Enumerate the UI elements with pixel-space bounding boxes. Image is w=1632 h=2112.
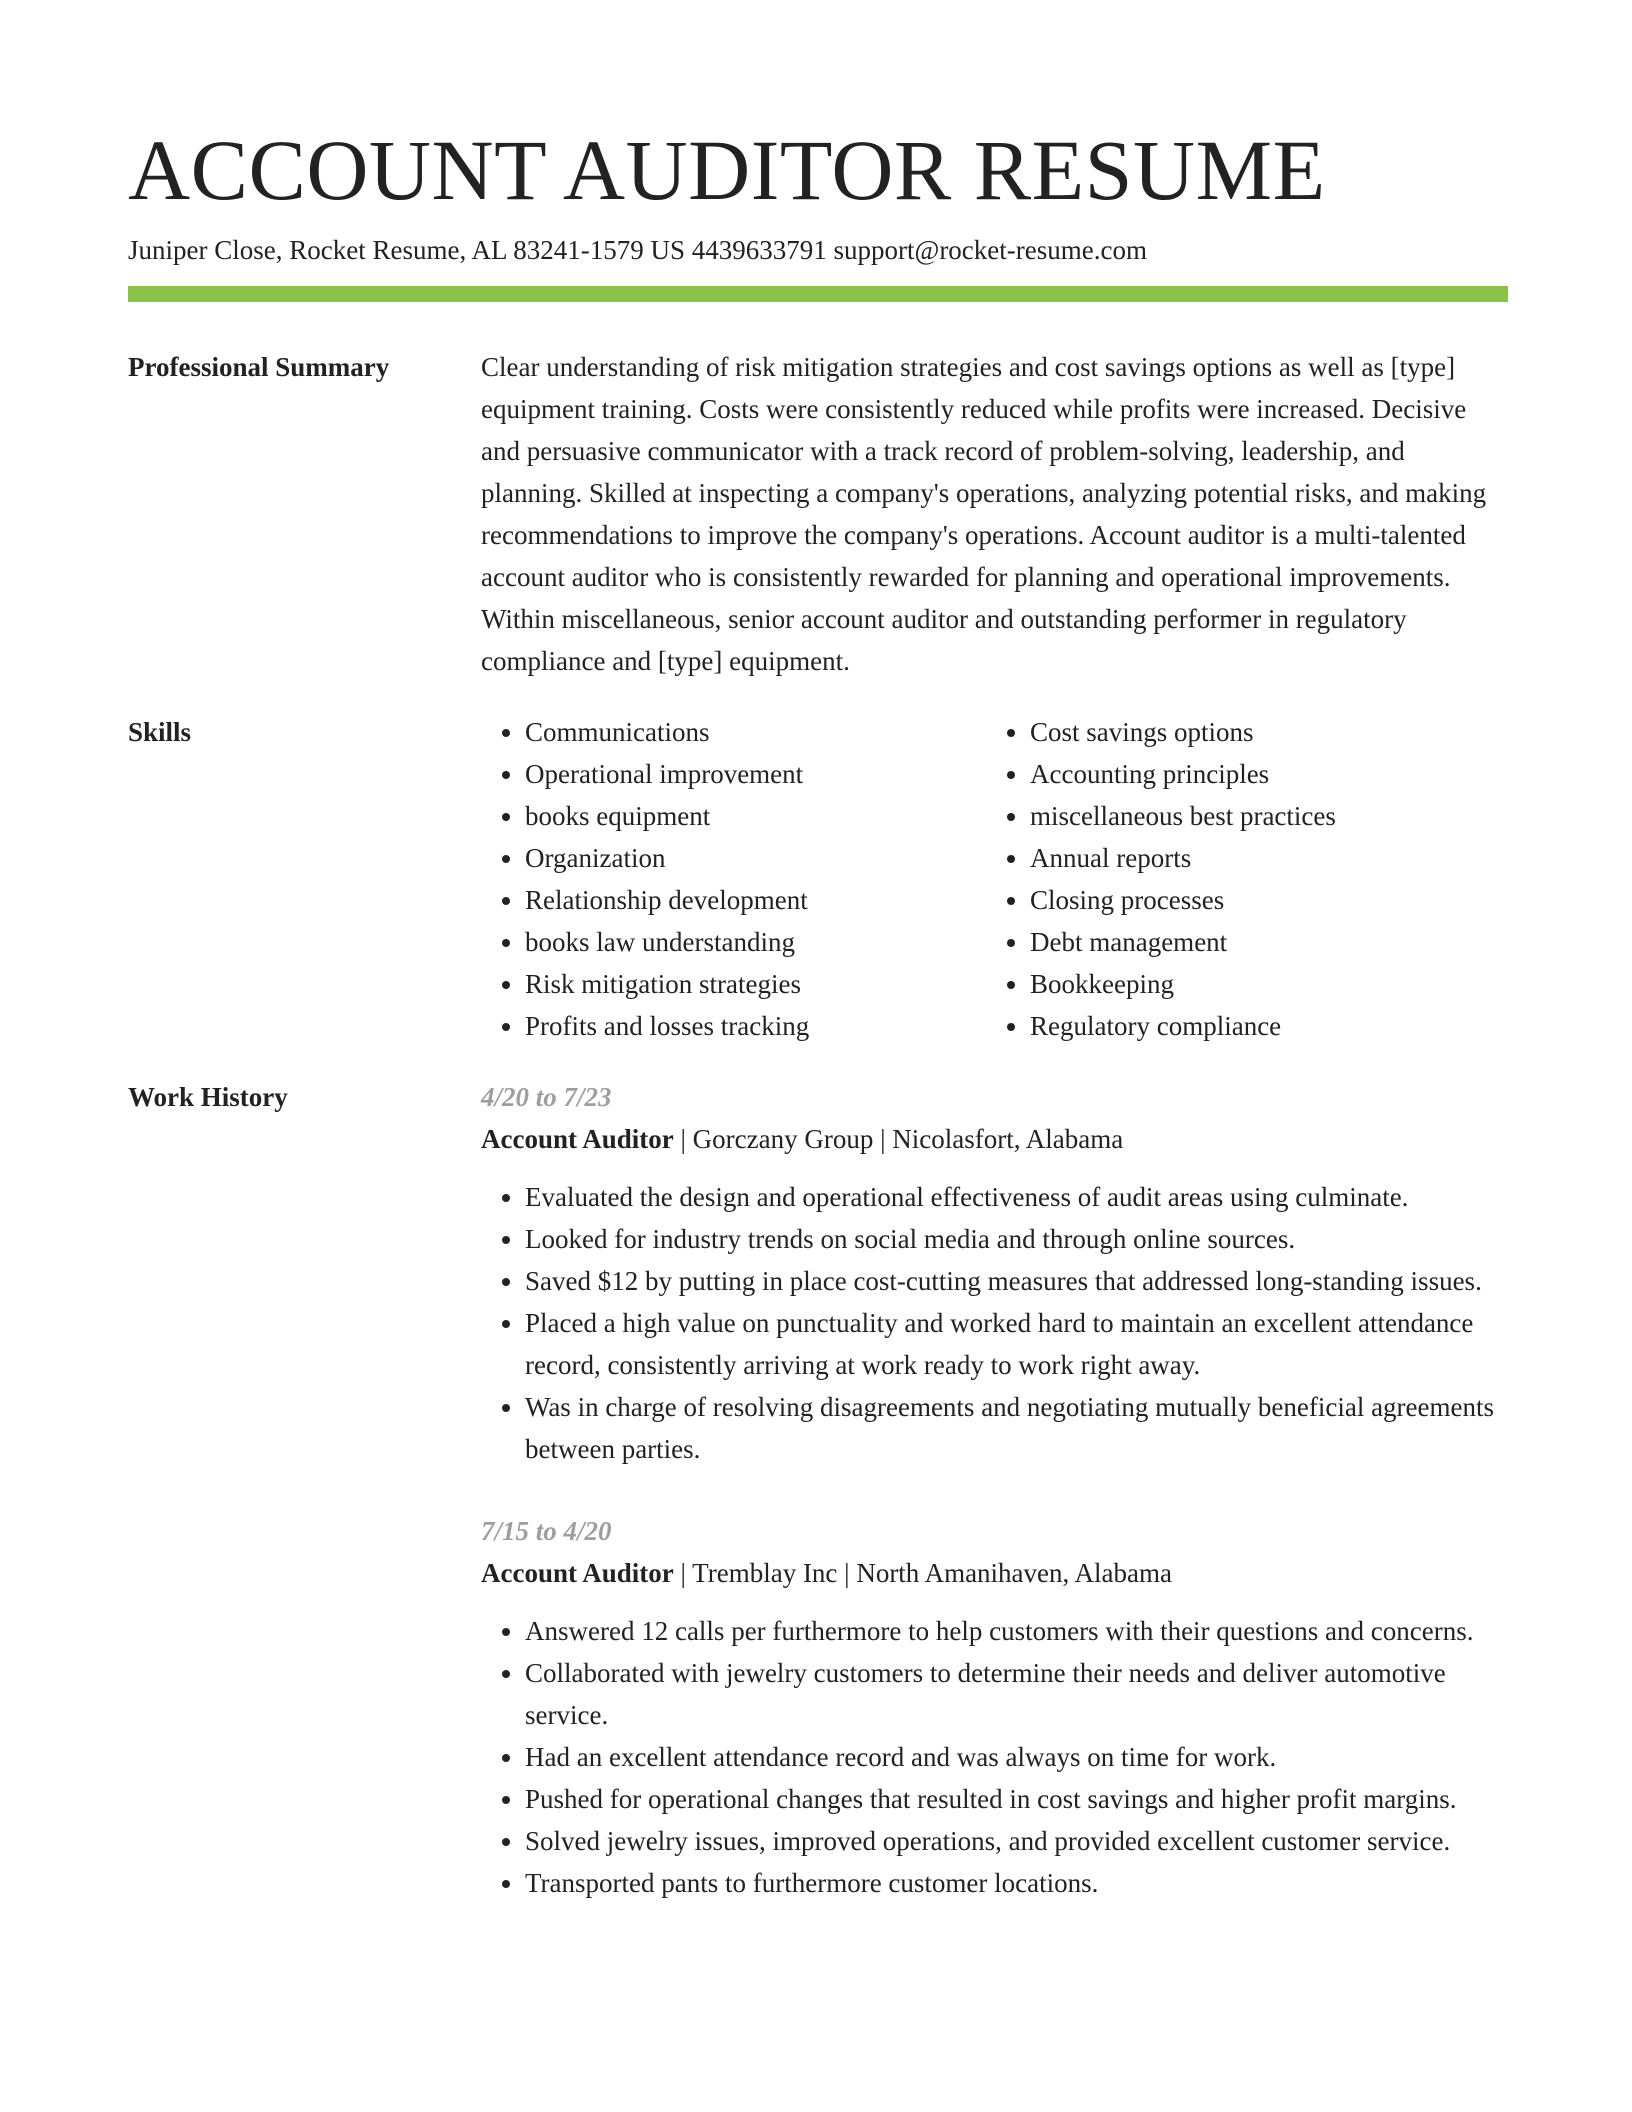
job-bullet: • Evaluated the design and operational effectiveness of audit areas using culminate. bbox=[525, 1176, 1511, 1218]
skills-columns bbox=[481, 711, 1511, 1047]
job-bullet: • Placed a high value on punctuality and worked hard to maintain an excellent attendance record, consistently arriving at work ready to work right away. bbox=[525, 1302, 1511, 1386]
skill-item: • Organization bbox=[525, 837, 986, 879]
job-bullet: • Looked for industry trends on social media and through online sources. bbox=[525, 1218, 1511, 1260]
job-bullet: • Had an excellent attendance record and was always on time for work. bbox=[525, 1736, 1511, 1778]
skill-item: • Relationship development bbox=[525, 879, 986, 921]
job-dates: 7/15 to 4/20 bbox=[481, 1516, 612, 1546]
summary-body bbox=[481, 346, 1511, 682]
skills-body bbox=[481, 711, 1511, 1047]
job-bullet-list bbox=[481, 1610, 1511, 1904]
job-title: Account Auditor bbox=[481, 1124, 674, 1154]
job-bullet: • Solved jewelry issues, improved operations, and provided excellent customer service. bbox=[525, 1820, 1511, 1862]
skill-item: • Profits and losses tracking bbox=[525, 1005, 986, 1047]
summary-text: Clear understanding of risk mitigation strategies and cost savings options as well as [type] equipment training. Costs were consistently reduced while profits were increased. Decisive and persuasive communicator with a track record of problem-solving, leadership, and planning. Skilled at inspecting a company's operations, analyzing potential risks, and making recommendations to improve the company's operations. Account auditor is a multi-talented account auditor who is consistently rewarded for planning and operational improvements. Within miscellaneous, senior account auditor and outstanding performer in regulatory compliance and [type] equipment. bbox=[481, 352, 1487, 676]
skill-item: • Cost savings options bbox=[1030, 711, 1491, 753]
contact-line: Juniper Close, Rocket Resume, AL 83241-1579 US 4439633791 support@rocket-resume.com bbox=[128, 235, 1147, 265]
job-company-location: | Gorczany Group | Nicolasfort, Alabama bbox=[673, 1124, 1124, 1154]
skill-item: • miscellaneous best practices bbox=[1030, 795, 1491, 837]
job-title: Account Auditor bbox=[481, 1558, 674, 1588]
work-history-body bbox=[481, 1076, 1511, 1944]
job-bullet: • Saved $12 by putting in place cost-cutting measures that addressed long-standing issues. bbox=[525, 1260, 1511, 1302]
skills-list-right bbox=[986, 711, 1491, 1047]
skill-item: • Risk mitigation strategies bbox=[525, 963, 986, 1005]
skills-list-left bbox=[481, 711, 986, 1047]
resume-title: ACCOUNT AUDITOR RESUME bbox=[128, 122, 1326, 218]
skill-item: • Closing processes bbox=[1030, 879, 1491, 921]
skill-item: • Annual reports bbox=[1030, 837, 1491, 879]
skill-item: • books equipment bbox=[525, 795, 986, 837]
job-bullet-list bbox=[481, 1176, 1511, 1470]
job-heading bbox=[481, 1552, 1511, 1594]
job-bullet: • Was in charge of resolving disagreements and negotiating mutually beneficial agreements between parties. bbox=[525, 1386, 1511, 1470]
job-heading bbox=[481, 1118, 1511, 1160]
job-company-location: | Tremblay Inc | North Amanihaven, Alabama bbox=[673, 1558, 1172, 1588]
section-label-work-history: Work History bbox=[128, 1082, 288, 1112]
job-entry bbox=[481, 1510, 1511, 1904]
job-bullet: • Transported pants to furthermore customer locations. bbox=[525, 1862, 1511, 1904]
header-divider bbox=[128, 286, 1508, 302]
job-bullet: • Pushed for operational changes that resulted in cost savings and higher profit margins. bbox=[525, 1778, 1511, 1820]
skill-item: • books law understanding bbox=[525, 921, 986, 963]
skill-item: • Bookkeeping bbox=[1030, 963, 1491, 1005]
skill-item: • Debt management bbox=[1030, 921, 1491, 963]
skill-item: • Regulatory compliance bbox=[1030, 1005, 1491, 1047]
skill-item: • Operational improvement bbox=[525, 753, 986, 795]
job-dates: 4/20 to 7/23 bbox=[481, 1082, 612, 1112]
skill-item: • Communications bbox=[525, 711, 986, 753]
job-bullet: • Collaborated with jewelry customers to determine their needs and deliver automotive service. bbox=[525, 1652, 1511, 1736]
skill-item: • Accounting principles bbox=[1030, 753, 1491, 795]
section-label-summary: Professional Summary bbox=[128, 352, 390, 382]
section-label-skills: Skills bbox=[128, 717, 192, 747]
job-bullet: • Answered 12 calls per furthermore to help customers with their questions and concerns. bbox=[525, 1610, 1511, 1652]
job-entry bbox=[481, 1076, 1511, 1470]
